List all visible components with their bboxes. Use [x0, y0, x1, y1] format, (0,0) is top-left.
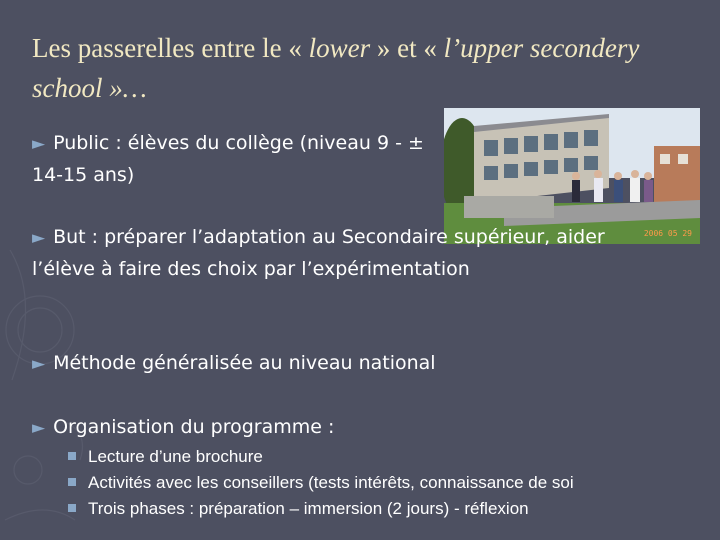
photo-date-stamp: 2006 05 29 [643, 229, 692, 238]
bullet-public: ► Public : élèves du collège (niveau 9 - ± 14-15 ans) [32, 132, 424, 186]
arrow-bullet-icon: ► [32, 228, 46, 248]
arrow-bullet-icon: ► [32, 418, 46, 438]
slide-title: Les passerelles entre le « lower » et « l’upper secondery school »… [32, 33, 640, 103]
sub-bullet-activites: Activités avec les conseillers (tests intérêts, connaissance de soi [68, 470, 708, 496]
square-bullet-icon [68, 452, 76, 460]
sub-bullet-phases: Trois phases : préparation – immersion (2 jours) - réflexion [68, 496, 708, 522]
square-bullet-icon [68, 478, 76, 486]
arrow-bullet-icon: ► [32, 134, 46, 154]
arrow-bullet-icon: ► [32, 354, 46, 374]
bullet-methode: ► Méthode généralisée au niveau national [32, 352, 436, 374]
bullet-but: ► But : préparer l’adaptation au Secondaire supérieur, aider l’élève à faire des choix par l’expérimentation [32, 226, 605, 280]
sub-bullet-brochure: Lecture d’une brochure [68, 444, 708, 470]
square-bullet-icon [68, 504, 76, 512]
bullet-organisation: ► Organisation du programme : [32, 416, 335, 438]
